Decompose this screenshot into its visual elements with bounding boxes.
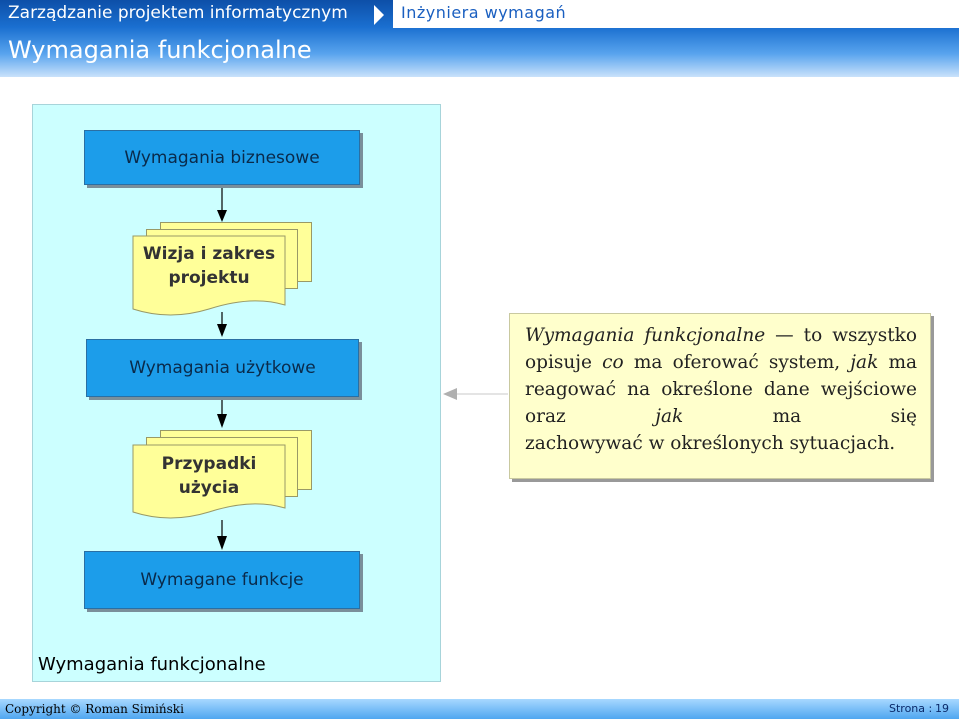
slide-footer	[0, 699, 959, 719]
section-label-box	[393, 0, 959, 28]
description-part: ma się	[772, 406, 917, 427]
business-requirements-box	[84, 130, 360, 185]
description-emphasis: jak	[655, 406, 684, 427]
use-cases-line-2: użycia	[178, 478, 240, 498]
breadcrumb-arrow-icon	[374, 5, 384, 25]
copyright-text: Copyright © Roman Simiński	[5, 702, 184, 716]
diagram-caption: Wymagania funkcjonalne	[38, 654, 266, 675]
slide-title: Wymagania funkcjonalne	[8, 36, 312, 64]
description-text	[525, 322, 917, 430]
vision-scope-document	[132, 222, 314, 312]
vision-scope-line-1: Wizja i zakres	[142, 244, 276, 264]
user-requirements-box	[86, 339, 359, 397]
description-emphasis: co	[602, 352, 624, 373]
page-number: 19	[935, 702, 949, 715]
user-requirements-label: Wymagania użytkowe	[129, 358, 316, 378]
page-label: Strona :	[889, 702, 933, 715]
description-emphasis: jak	[850, 352, 879, 373]
required-functions-label: Wymagane funkcje	[140, 570, 304, 590]
vision-scope-line-2: projektu	[168, 268, 250, 288]
arrow-left-icon	[443, 388, 457, 400]
course-title: Zarządzanie projektem informatycznym	[8, 3, 348, 23]
description-part: ma reagować na określone dane wejściowe oraz	[525, 352, 918, 427]
section-title: Inżyniera wymagań	[401, 3, 567, 22]
use-cases-line-1: Przypadki	[161, 454, 257, 474]
description-dash: —	[775, 325, 794, 346]
use-cases-document	[132, 430, 314, 520]
slide-header	[0, 0, 959, 77]
description-part: ma oferować system,	[633, 352, 841, 373]
required-functions-box	[84, 551, 360, 609]
description-part: to wszystko opisuje	[525, 325, 918, 373]
description-note	[509, 313, 931, 479]
description-last-line: zachowywać w określonych sytuacjach.	[525, 433, 896, 454]
description-lead: Wymagania funkcjonalne	[525, 325, 766, 346]
business-requirements-label: Wymagania biznesowe	[124, 147, 320, 168]
